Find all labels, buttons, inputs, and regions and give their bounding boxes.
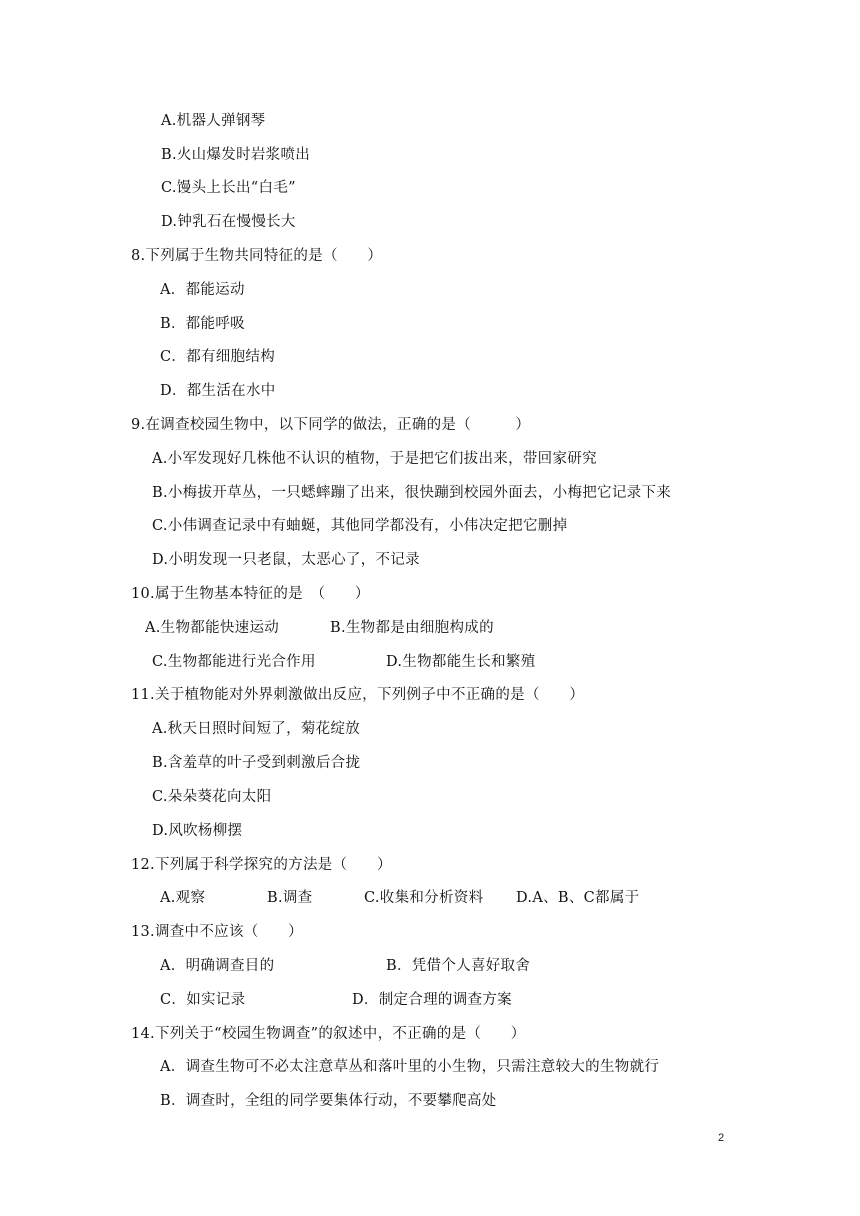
q13-option-a: A．明确调查目的: [160, 958, 275, 974]
q11-option-c: C.朵朵葵花向太阳: [152, 789, 272, 805]
q11-option-d: D.风吹杨柳摆: [152, 823, 243, 839]
q13-option-b: B．凭借个人喜好取舍: [386, 958, 531, 974]
q8-option-b: B．都能呼吸: [160, 316, 245, 332]
q14-stem: 14.下列关于“校园生物调查”的叙述中，不正确的是（ ）: [131, 1026, 526, 1042]
q11-stem: 11.关于植物能对外界刺激做出反应，下列例子中不正确的是（ ）: [131, 687, 585, 703]
q12-option-d: D.A、B、C都属于: [516, 890, 640, 906]
q13-stem: 13.调查中不应该（ ）: [131, 924, 303, 940]
q10-option-d: D.生物都能生长和繁殖: [386, 654, 536, 670]
q8-option-d: D．都生活在水中: [160, 383, 276, 399]
q10-stem: 10.属于生物基本特征的是 （ ）: [131, 586, 370, 602]
q9-option-d: D.小明发现一只老鼠，太恶心了，不记录: [152, 552, 420, 568]
q9-option-a: A.小军发现好几株他不认识的植物，于是把它们拔出来，带回家研究: [152, 451, 597, 467]
q7-option-c: C.馒头上长出“白毛”: [161, 180, 296, 196]
q12-option-c: C.收集和分析资料: [364, 890, 484, 906]
q12-option-a: A.观察: [160, 890, 206, 906]
q11-option-b: B.含羞草的叶子受到刺激后合拢: [152, 755, 361, 771]
q14-option-b: B．调查时，全组的同学要集体行动，不要攀爬高处: [160, 1093, 497, 1109]
q12-stem: 12.下列属于科学探究的方法是（ ）: [131, 857, 392, 873]
q9-option-c: C.小伟调查记录中有蚰蜒，其他同学都没有，小伟决定把它删掉: [152, 518, 568, 534]
q14-option-a: A．调查生物可不必太注意草丛和落叶里的小生物，只需注意较大的生物就行: [160, 1059, 660, 1075]
q13-option-d: D．制定合理的调查方案: [352, 992, 512, 1008]
q10-option-c: C.生物都能进行光合作用: [152, 654, 316, 670]
page-number: 2: [718, 1132, 725, 1144]
q8-option-c: C．都有细胞结构: [160, 349, 275, 365]
q10-option-b: B.生物都是由细胞构成的: [330, 620, 494, 636]
q8-stem: 8.下列属于生物共同特征的是（ ）: [131, 248, 383, 264]
q8-option-a: A．都能运动: [160, 282, 245, 298]
q11-option-a: A.秋天日照时间短了，菊花绽放: [152, 721, 361, 737]
q7-option-d: D.钟乳石在慢慢长大: [161, 214, 296, 230]
q12-option-b: B.调查: [267, 890, 313, 906]
q10-option-a: A.生物都能快速运动: [145, 620, 280, 636]
q9-option-b: B.小梅拔开草丛，一只蟋蟀蹦了出来，很快蹦到校园外面去，小梅把它记录下来: [152, 485, 672, 501]
q9-stem: 9.在调查校园生物中，以下同学的做法，正确的是（ ）: [131, 417, 531, 433]
q7-option-b: B.火山爆发时岩浆喷出: [161, 147, 311, 163]
q13-option-c: C．如实记录: [160, 992, 246, 1008]
q7-option-a: A.机器人弹钢琴: [161, 113, 266, 129]
